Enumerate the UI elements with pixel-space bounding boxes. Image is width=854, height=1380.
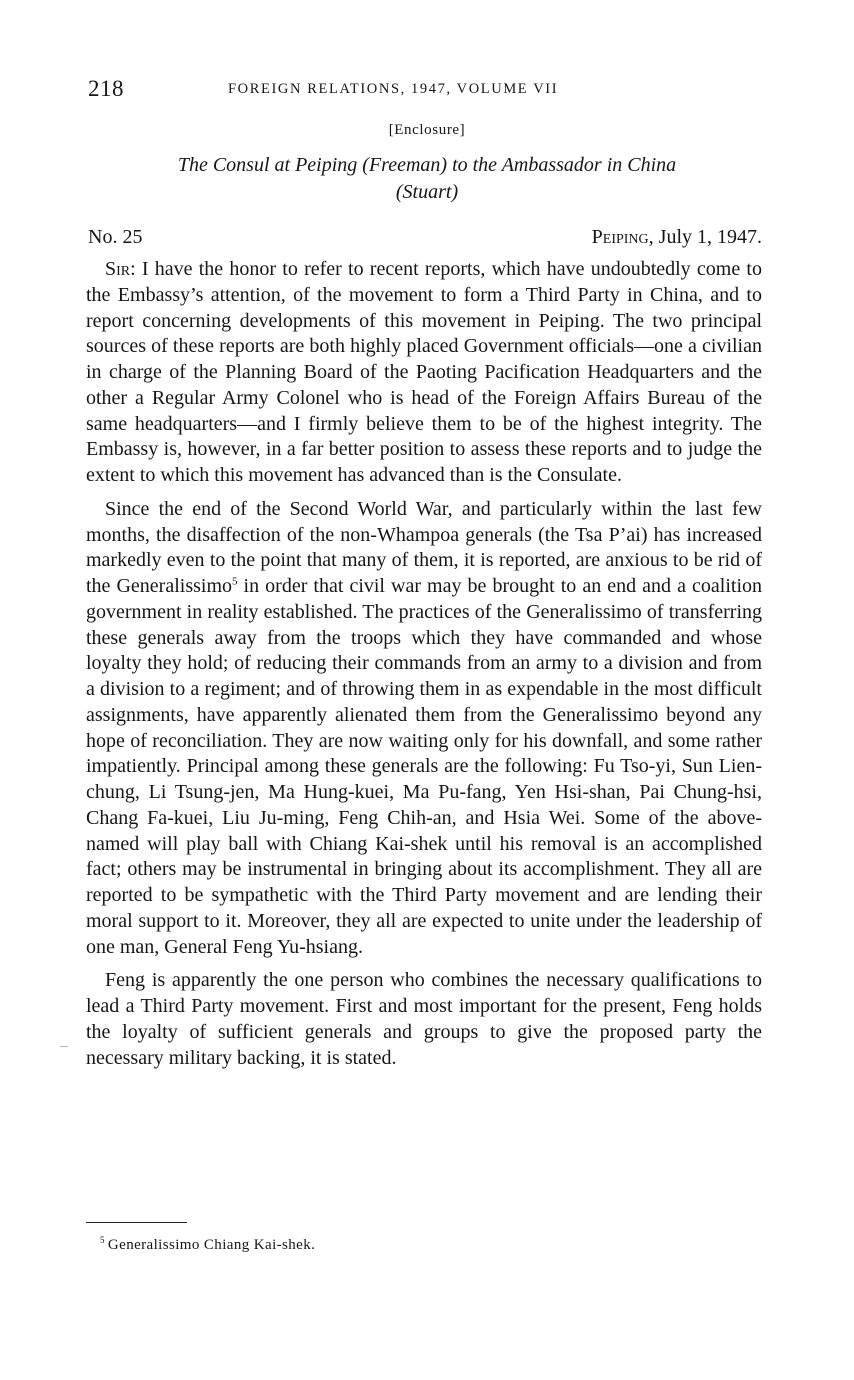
document-number: No. 25 <box>88 226 143 248</box>
running-header <box>88 76 758 106</box>
paragraph-2-text-a: Since the end of the Second World War, and particularly within the last few months, the disaffection of the non-Whampoa generals (the Tsa P’ai) has increased markedly even to the point that many of them, it is reported, are anxious to be rid of the Generalissimo <box>86 497 762 597</box>
paragraph-1-text: : I have the honor to refer to recent reports, which have undoubtedly come to the Embassy’s attention, of the movement to form a Third Party in China, and to report concerning developments of this movement in Peiping. The two principal sources of these reports are both highly placed Government officials—one a civilian in charge of the Planning Board of the Paoting Pacification Headquarters and the other a Regular Army Colonel who is head of the Foreign Affairs Bureau of the same headquarters—and I firmly believe them to be of the highest integrity. The Embassy is, however, in a far better position to assess these reports and to judge the extent to which this movement has advanced than is the Consulate. <box>86 258 762 486</box>
document-title-line1: The Consul at Peiping (Freeman) to the Ambassador in China <box>177 154 677 176</box>
paragraph-2 <box>86 497 762 961</box>
footnote-reference[interactable]: 5 <box>232 575 238 588</box>
footnote <box>100 1235 315 1254</box>
paragraph-2-text-b: in order that civil war may be brought to an end and a coalition government in reality established. The practices of the Generalissimo of transferring these generals away from the troops which they have commanded and whose loyalty they hold; of reducing their commands from an army to a division and from a division to a regiment; and of throwing them in as expendable in the most difficult assignments, have apparently alienated them from the Generalissimo beyond any hope of reconciliation. They are now waiting only for his downfall, and some rather impatiently. Principal among these generals are the following: Fu Tso-yi, Sun Lien-chung, Li Tsung-jen, Ma Hung-kuei, Ma Pu-fang, Yen Hsi-shan, Pai Chung-hsi, Chang Fa-kuei, Liu Ju-ming, Feng Chih-an, and Hsia Wei. Some of the above-named will play ball with Chiang Kai-shek until his removal is an accomplished fact; others may be instrumental in bringing about its accomplishment. They all are reported to be sympathetic with the Third Party movement and are lending their moral support to it. Moreover, they all are expected to unite under the leadership of one man, General Feng Yu-hsiang. <box>86 575 763 958</box>
margin-mark <box>60 1046 68 1047</box>
document-title-line2: (Stuart) <box>395 181 459 203</box>
footnote-text: Generalissimo Chiang Kai-shek. <box>107 1237 316 1253</box>
running-header-title: FOREIGN RELATIONS, 1947, VOLUME VII <box>228 81 559 97</box>
page-number: 218 <box>88 76 124 101</box>
dateline <box>592 226 762 249</box>
paragraph-1 <box>86 257 762 489</box>
paragraph-3 <box>86 968 762 1071</box>
document-title <box>0 152 854 206</box>
footnote-marker: 5 <box>100 1235 105 1245</box>
dateline-date: , July 1, 1947. <box>648 226 762 248</box>
letter-body <box>86 257 762 1071</box>
paragraph-3-text: Feng is apparently the one person who combines the necessary qualifications to lead a Third Party movement. First and most important for the present, Feng holds the loyalty of sufficient generals and groups to give the proposed party the necessary military backing, it is stated. <box>86 969 762 1069</box>
enclosure-label: [Enclosure] <box>388 122 466 138</box>
document-number-line <box>88 226 762 252</box>
salutation: Sir <box>105 258 131 280</box>
dateline-place: Peiping <box>591 226 649 248</box>
footnote-divider <box>86 1222 187 1223</box>
